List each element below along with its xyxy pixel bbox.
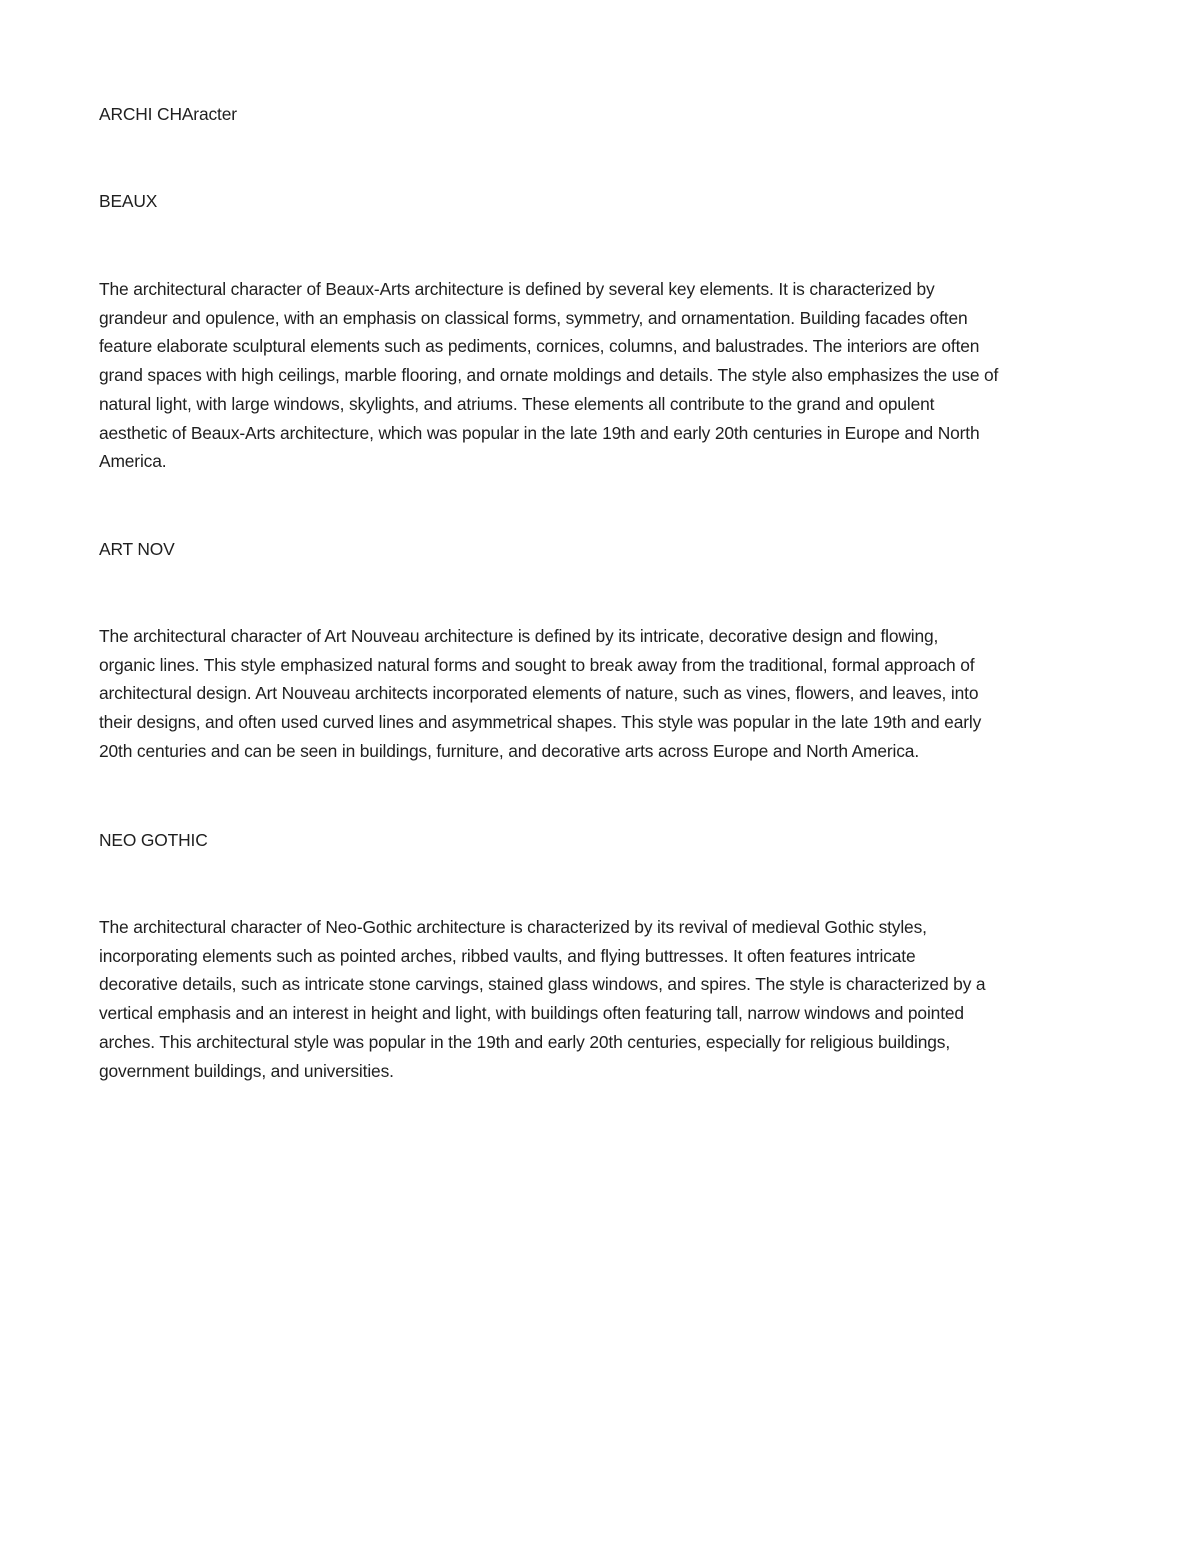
body-line: government buildings, and universities. xyxy=(99,1060,394,1081)
section-body-neo-gothic xyxy=(99,913,1139,1085)
section-heading-art-nov: ART NOV xyxy=(99,539,175,559)
body-line: grand spaces with high ceilings, marble flooring, and ornate moldings and details. The style also emphasizes the use of xyxy=(99,365,999,386)
document-title: ARCHI CHAracter xyxy=(99,104,237,124)
body-line: grandeur and opulence, with an emphasis on classical forms, symmetry, and ornamentation. Building facades often xyxy=(99,307,968,328)
body-line: aesthetic of Beaux-Arts architecture, which was popular in the late 19th and early 20th centuries in Europe and North xyxy=(99,422,980,443)
body-line: their designs, and often used curved lines and asymmetrical shapes. This style was popular in the late 19th and early xyxy=(99,712,982,733)
body-line: feature elaborate sculptural elements such as pediments, cornices, columns, and balustrades. The interiors are often xyxy=(99,336,980,357)
body-line: architectural design. Art Nouveau architects incorporated elements of nature, such as vines, flowers, and leaves, into xyxy=(99,683,979,704)
body-line: decorative details, such as intricate stone carvings, stained glass windows, and spires. The style is characterized by a xyxy=(99,974,986,995)
body-line: The architectural character of Art Nouveau architecture is defined by its intricate, decorative design and flowing, xyxy=(99,626,939,646)
body-line: incorporating elements such as pointed arches, ribbed vaults, and flying buttresses. It often features intricate xyxy=(99,945,916,966)
body-line: arches. This architectural style was popular in the 19th and early 20th centuries, especially for religious buildings, xyxy=(99,1031,951,1052)
section-heading-neo-gothic: NEO GOTHIC xyxy=(99,830,208,850)
body-line: organic lines. This style emphasized natural forms and sought to break away from the traditional, formal approach of xyxy=(99,654,975,675)
section-heading-beaux: BEAUX xyxy=(99,191,158,211)
section-body-beaux xyxy=(99,275,1139,476)
body-line: The architectural character of Beaux-Arts architecture is defined by several key elements. It is characterized by xyxy=(99,279,935,299)
section-body-art-nov xyxy=(99,622,1139,766)
body-line: America. xyxy=(99,451,167,472)
body-line: natural light, with large windows, skylights, and atriums. These elements all contribute to the grand and opulent xyxy=(99,393,935,414)
body-line: 20th centuries and can be seen in buildings, furniture, and decorative arts across Europe and North America. xyxy=(99,740,920,761)
body-line: The architectural character of Neo-Gothic architecture is characterized by its revival of medieval Gothic styles, xyxy=(99,917,927,937)
body-line: vertical emphasis and an interest in height and light, with buildings often featuring tall, narrow windows and pointed xyxy=(99,1003,964,1024)
